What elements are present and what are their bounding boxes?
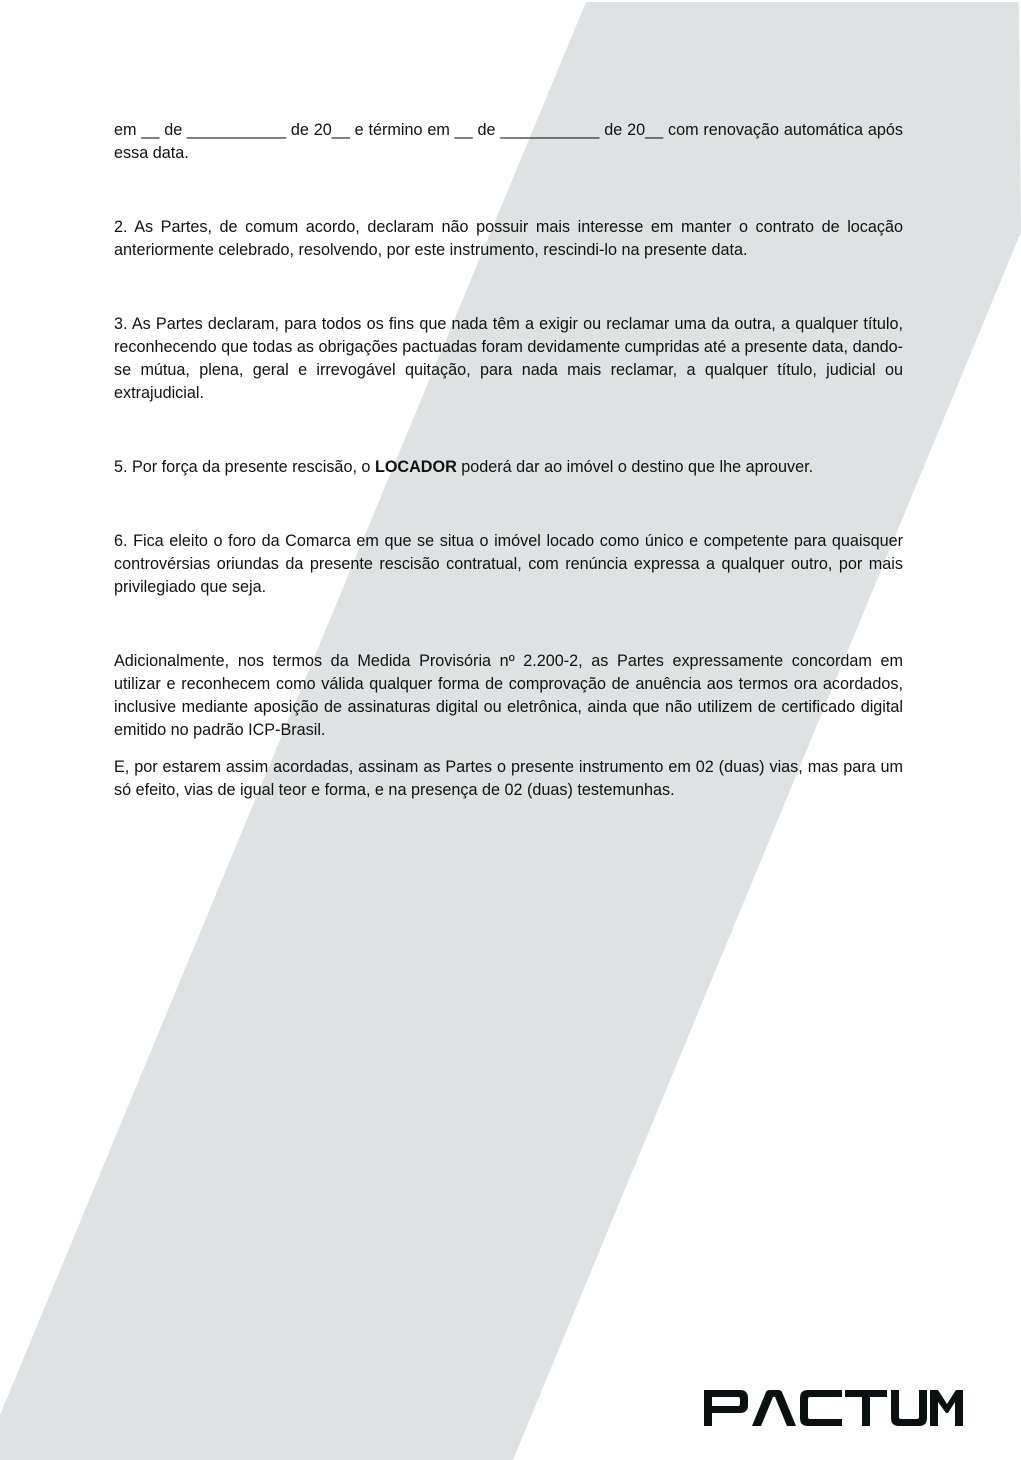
paragraph-clause-3: 3. As Partes declaram, para todos os fins que nada têm a exigir ou reclamar uma da outra, a qualquer título, reconhecendo que todas as obrigações pactuadas foram devidamente cumpridas até a presente data, dando-se mútua, plena, geral e irrevogável quitação, para nada mais reclamar, a qualquer título, judicial ou extrajudicial. — [114, 315, 903, 402]
locador-term: LOCADOR — [374, 458, 457, 476]
paragraph-clause-5 — [114, 456, 903, 479]
paragraph-digital-signature: Adicionalmente, nos termos da Medida Provisória nº 2.200-2, as Partes expressamente concordam em utilizar e reconhecem como válida qualquer forma de comprovação de anuência aos termos ora acordados, inclusive mediante aposição de assinaturas digital ou eletrônica, ainda que não utilizem de certificado digital emitido no padrão ICP-Brasil. — [114, 652, 903, 739]
paragraph-clause-6: 6. Fica eleito o foro da Comarca em que se situa o imóvel locado como único e competente para quaisquer controvérsias oriundas da presente rescisão contratual, com renúncia expressa a qualquer outro, por mais privilegiado que seja. — [114, 532, 903, 596]
paragraph-closing: E, por estarem assim acordadas, assinam as Partes o presente instrumento em 02 (duas) vias, mas para um só efeito, vias de igual teor e forma, e na presença de 02 (duas) testemunhas. — [114, 758, 903, 799]
pactum-logo — [704, 1390, 964, 1427]
paragraph-clause-2: 2. As Partes, de comum acordo, declaram não possuir mais interesse em manter o contrato de locação anteriormente celebrado, resolvendo, por este instrumento, rescindi-lo na presente data. — [114, 218, 903, 259]
clause-5-text-before: 5. Por força da presente rescisão, o — [114, 458, 375, 476]
paragraph-term: em __ de ___________ de 20__ e término em __ de ___________ de 20__ com renovação automática após essa data. — [114, 121, 903, 162]
document-body — [114, 119, 903, 802]
clause-5-text-after: poderá dar ao imóvel o destino que lhe aprouver. — [456, 458, 814, 476]
